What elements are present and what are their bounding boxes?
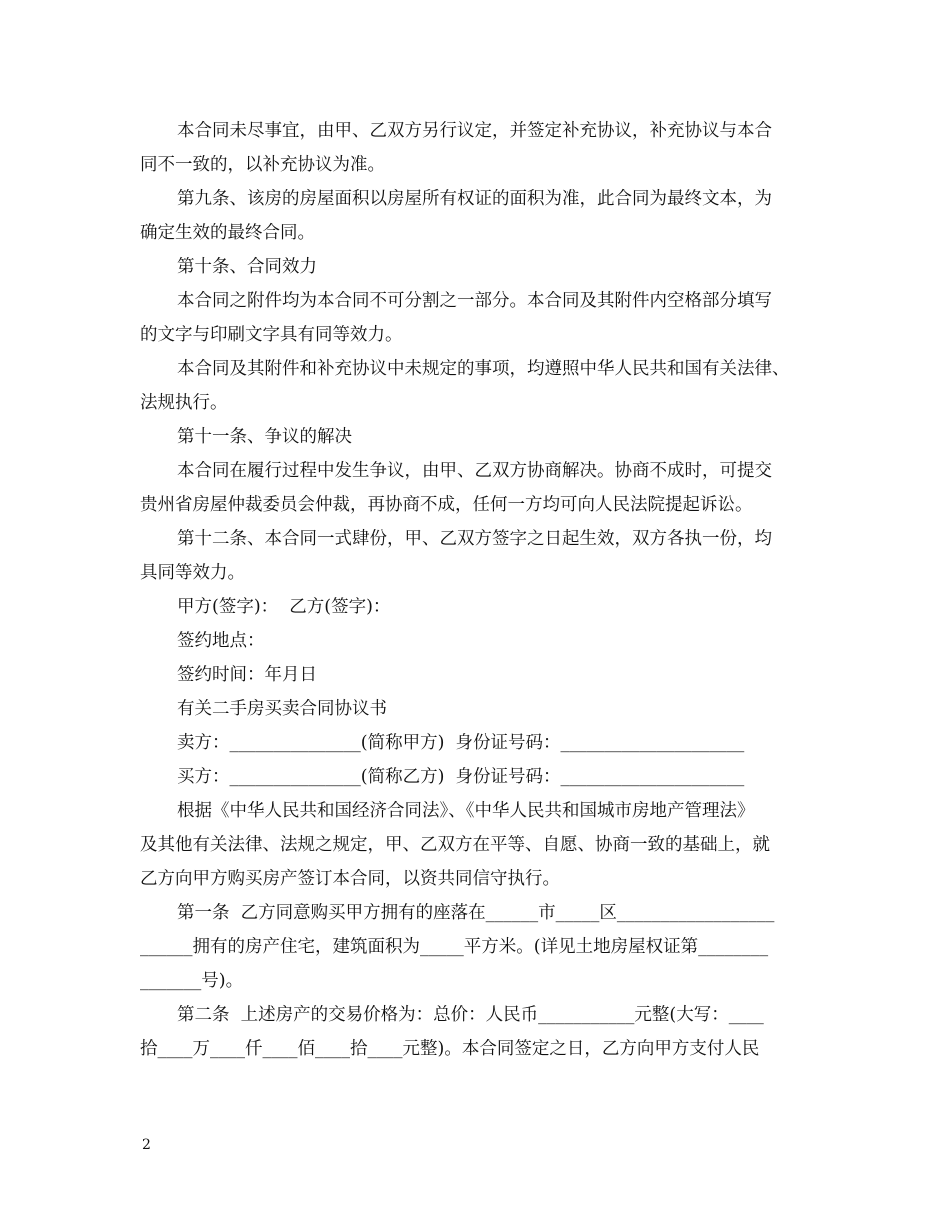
paragraph-line: _______号)。: [140, 971, 244, 991]
paragraph-line: 根据《中华人民共和国经济合同法》、《中华人民共和国城市房地产管理法》: [177, 801, 755, 821]
paragraph-line: 及其他有关法律、法规之规定，甲、乙双方在平等、自愿、协商一致的基础上，就: [140, 835, 770, 855]
paragraph-line: 确定生效的最终合同。: [140, 223, 315, 243]
paragraph-line: 本合同及其附件和补充协议中未规定的事项，均遵照中华人民共和国有关法律、: [177, 359, 790, 379]
signing-place-line: 签约地点：: [177, 631, 265, 651]
paragraph-line: 第二条 上述房产的交易价格为：总价：人民币___________元整(大写：____: [177, 1005, 764, 1025]
paragraph-line: 本合同未尽事宜，由甲、乙双方另行议定，并签定补充协议，补充协议与本合: [177, 121, 772, 141]
paragraph-line: 乙方向甲方购买房产签订本合同，以资共同信守执行。: [140, 869, 560, 889]
paragraph-line: 具同等效力。: [140, 563, 245, 583]
paragraph-line: 拾____万____仟____佰____拾____元整)。本合同签定之日，乙方向甲方支付人民: [140, 1039, 760, 1059]
buyer-line: 买方：_______________(简称乙方) 身份证号码：_____________________: [177, 767, 745, 787]
seller-line: 卖方：_______________(简称甲方) 身份证号码：_____________________: [177, 733, 745, 753]
paragraph-line: 贵州省房屋仲裁委员会仲裁，再协商不成，任何一方均可向人民法院提起诉讼。: [140, 495, 753, 515]
paragraph-line: 的文字与印刷文字具有同等效力。: [140, 325, 403, 345]
paragraph-line: 同不一致的，以补充协议为准。: [140, 155, 385, 175]
paragraph-line: 本合同在履行过程中发生争议，由甲、乙双方协商解决。协商不成时，可提交: [177, 461, 772, 481]
document-title: 有关二手房买卖合同协议书: [177, 699, 387, 719]
paragraph-line: 本合同之附件均为本合同不可分割之一部分。本合同及其附件内空格部分填写: [177, 291, 772, 311]
paragraph-line: 第十二条、本合同一式肆份，甲、乙双方签字之日起生效，双方各执一份，均: [177, 529, 772, 549]
paragraph-line: 第九条、该房的房屋面积以房屋所有权证的面积为准，此合同为最终文本，为: [177, 189, 772, 209]
signature-line: 甲方(签字)： 乙方(签字)：: [177, 597, 391, 617]
section-heading: 第十条、合同效力: [177, 257, 317, 277]
section-heading: 第十一条、争议的解决: [177, 427, 352, 447]
signing-date-line: 签约时间：年月日: [177, 665, 317, 685]
paragraph-line: 法规执行。: [140, 393, 228, 413]
paragraph-line: ______拥有的房产住宅，建筑面积为_____平方米。(详见土地房屋权证第________: [140, 937, 769, 957]
paragraph-line: 第一条 乙方同意购买甲方拥有的座落在______市_____区__________________: [177, 903, 775, 923]
page-number: 2: [142, 1137, 151, 1153]
